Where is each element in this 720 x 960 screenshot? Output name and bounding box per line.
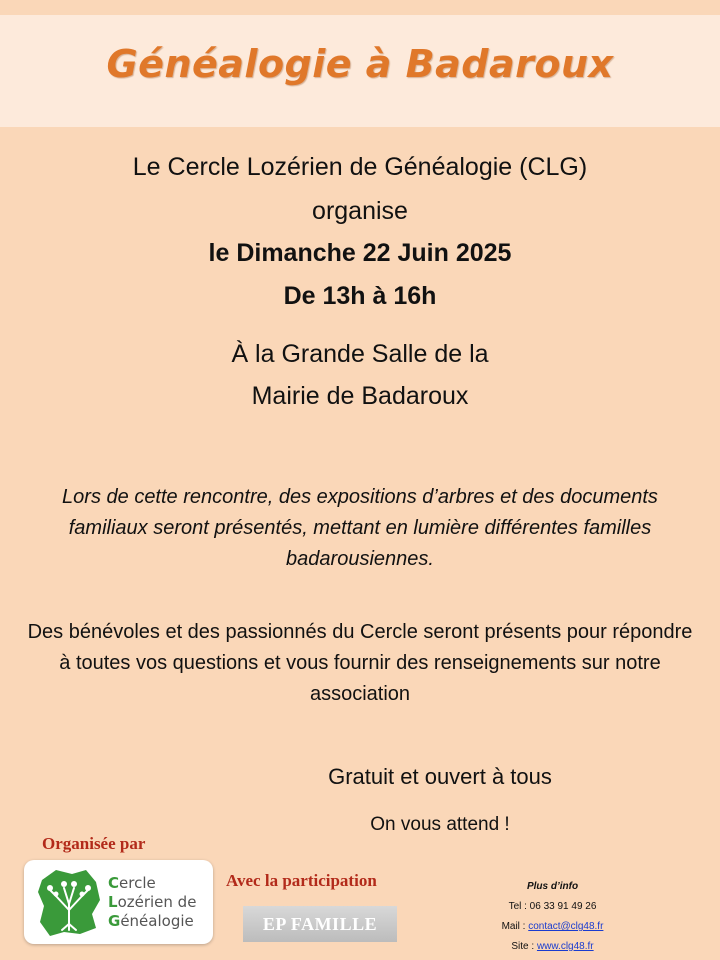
clg-logo-text: Cercle Lozérien de Généalogie [108, 874, 197, 930]
free-entry-text: Gratuit et ouvert à tous [328, 764, 552, 789]
clg-logo [24, 860, 213, 944]
ep-famille-logo: EP FAMILLE [243, 906, 397, 942]
event-place-line2: Mairie de Badaroux [251, 382, 469, 410]
organizer-line: Le Cercle Lozérien de Généalogie (CLG) [132, 153, 588, 181]
info-heading: Plus d’info [526, 881, 579, 892]
participation-label: Avec la participation [226, 871, 377, 890]
tree-map-icon [34, 866, 104, 938]
mail-link[interactable]: contact@clg48.fr [528, 921, 604, 932]
event-place-line1: À la Grande Salle de la [231, 340, 489, 368]
description-normal: Des bénévoles et des passionnés du Cercle seront présents pour répondre à toutes vos questions et vous fournir des renseignements sur notre association [27, 621, 693, 705]
site-line: Site : www.clg48.fr [511, 941, 594, 952]
mail-line: Mail : contact@clg48.fr [501, 921, 604, 932]
phone-number: Tel : 06 33 91 49 26 [508, 901, 597, 912]
organized-by-label: Organisée par [42, 834, 146, 853]
event-date: le Dimanche 22 Juin 2025 [208, 239, 512, 267]
contact-info [470, 877, 635, 957]
welcome-text: On vous attend ! [370, 814, 510, 835]
page-title: Généalogie à Badaroux [106, 42, 614, 86]
site-link[interactable]: www.clg48.fr [536, 941, 594, 952]
organise-line: organise [312, 197, 408, 225]
event-time: De 13h à 16h [283, 282, 437, 310]
description-italic: Lors de cette rencontre, des expositions d’arbres et des documents familiaux seront présentés, mettant en lumière différentes familles badarousiennes. [62, 486, 658, 570]
